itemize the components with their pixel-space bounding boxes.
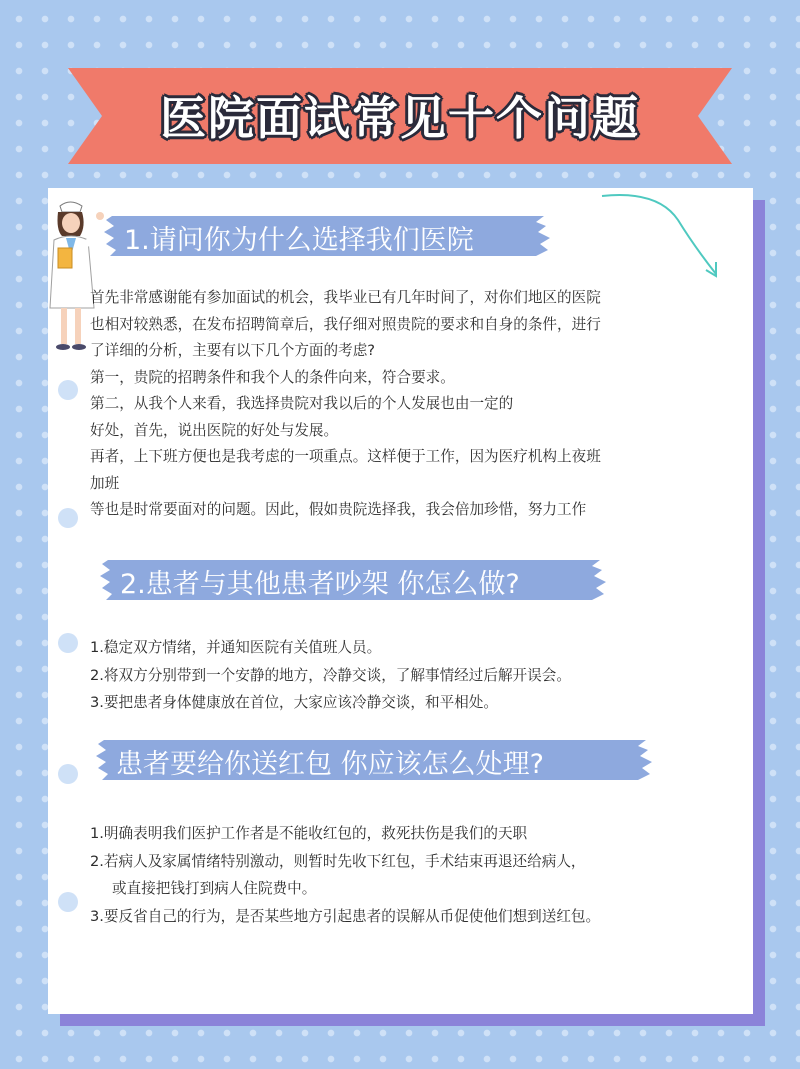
binder-hole — [58, 508, 78, 528]
paragraph-line: 第一，贵院的招聘条件和我个人的条件向来，符合要求。 — [90, 368, 455, 386]
list-item: 2.若病人及家属情绪特别激动，则暂时先收下红包，手术结束再退还给病人， — [90, 852, 586, 870]
section-heading-3 — [96, 736, 656, 784]
section-heading-text: 患者要给你送红包 你应该怎么处理? — [116, 749, 544, 780]
list-item: 3.要把患者身体健康放在首位，大家应该冷静交谈，和平相处。 — [90, 694, 498, 711]
list-item: 1.稳定双方情绪，并通知医院有关值班人员。 — [90, 639, 382, 656]
binder-holes — [58, 0, 82, 1069]
paragraph-line: 也相对较熟悉，在发布招聘简章后，我仔细对照贵院的要求和自身的条件，进行 — [90, 315, 601, 333]
binder-hole — [58, 633, 78, 653]
list-item: 2.将双方分别带到一个安静的地方，冷静交谈，了解事情经过后解开误会。 — [90, 666, 571, 684]
paragraph-line: 再者，上下班方便也是我考虑的一项重点。这样便于工作，因为医疗机构上夜班 — [90, 448, 601, 465]
section-2-list — [90, 634, 740, 717]
paragraph-line: 第二，从我个人来看，我选择贵院对我以后的个人发展也由一定的 — [90, 395, 514, 412]
binder-hole — [58, 892, 78, 912]
section-heading-2 — [100, 556, 610, 604]
paragraph-line: 好处，首先，说出医院的好处与发展。 — [90, 421, 339, 439]
list-item: 3.要反省自己的行为，是否某些地方引起患者的误解从币促使他们想到送红包。 — [90, 907, 601, 925]
page-title: 医院面试常见十个问题 — [160, 91, 640, 145]
list-item: 1.明确表明我们医护工作者是不能收红包的，救死扶伤是我们的天职 — [90, 825, 528, 842]
paragraph-line: 等也是时常要面对的问题。因此，假如贵院选择我，我会倍加珍惜，努力工作 — [90, 501, 587, 518]
curved-arrow-icon — [598, 190, 728, 289]
paragraph-line: 加班 — [90, 474, 120, 492]
binder-hole — [58, 764, 78, 784]
paragraph-line: 了详细的分析，主要有以下几个方面的考虑? — [90, 342, 376, 359]
paragraph-line: 首先非常感谢能有参加面试的机会，我毕业已有几年时间了，对你们地区的医院 — [90, 289, 601, 306]
binder-hole — [58, 380, 78, 400]
section-heading-1 — [104, 212, 554, 260]
section-heading-text: 2.患者与其他患者吵架 你怎么做? — [120, 569, 520, 600]
section-heading-text: 1.请问你为什么选择我们医院 — [124, 225, 474, 256]
section-1-body — [90, 285, 740, 524]
list-item-continuation: 或直接把钱打到病人住院费中。 — [112, 880, 317, 897]
section-3-list — [90, 820, 740, 930]
title-banner — [68, 66, 732, 166]
